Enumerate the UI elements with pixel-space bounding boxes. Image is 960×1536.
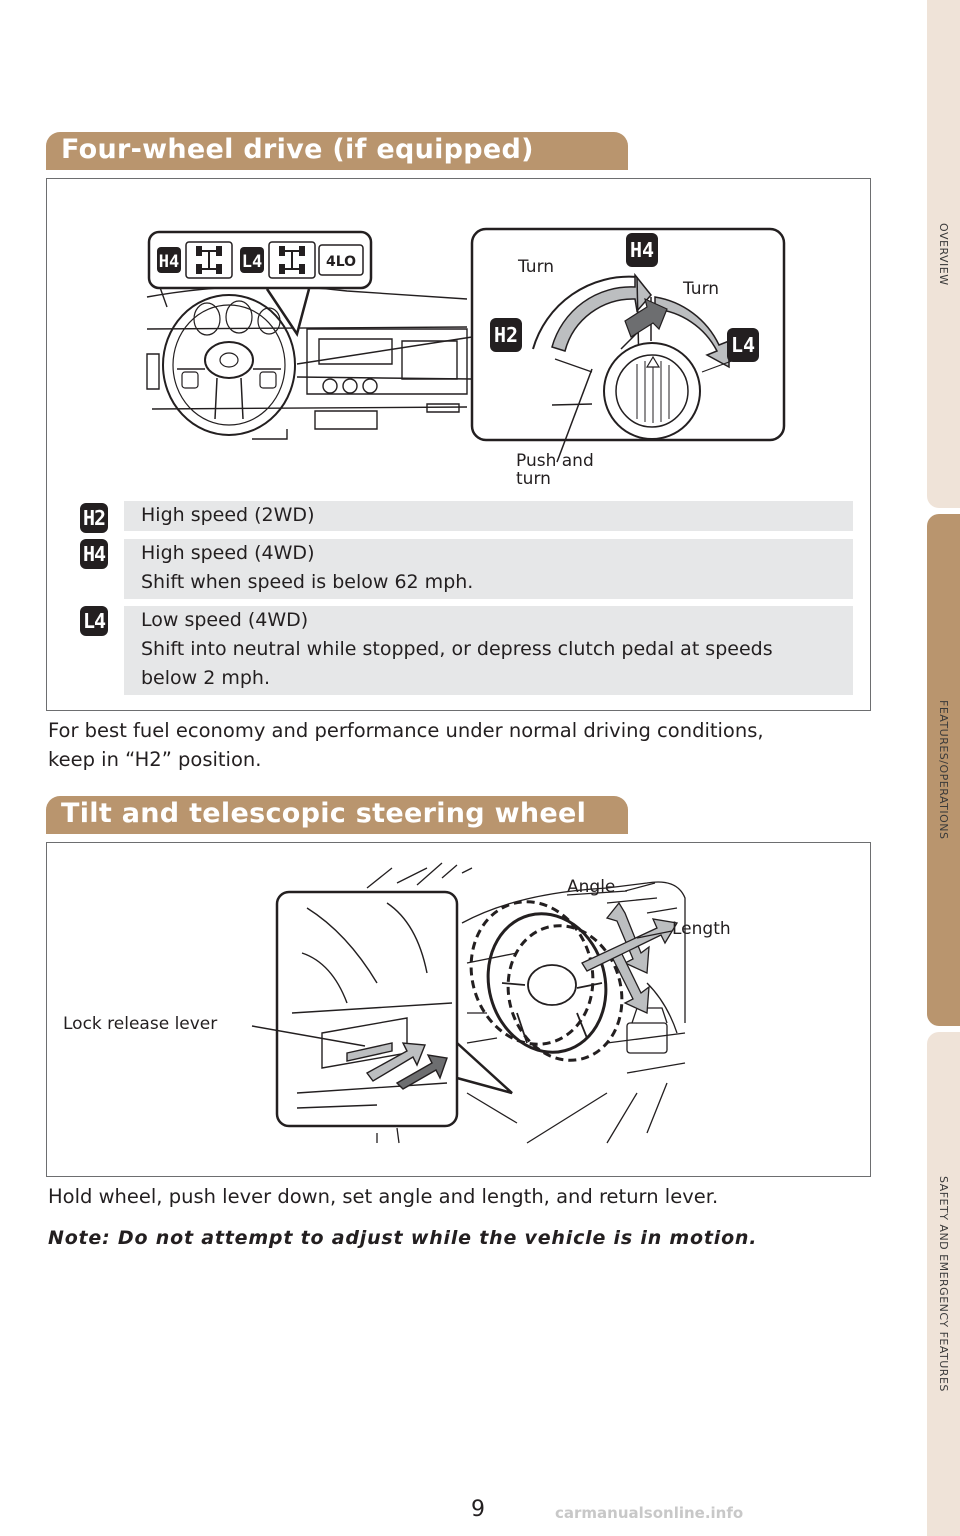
push-label-line2: turn (516, 469, 551, 489)
section-header-four-wheel-drive (46, 132, 628, 170)
steering-wheel (163, 295, 295, 435)
length-label: Length (672, 919, 731, 939)
dial-badge-h2: H2 (493, 323, 519, 347)
lock-release-lever-label: Lock release lever (63, 1014, 218, 1034)
watermark: carmanualsonline.info (555, 1504, 744, 1522)
section-title: Four-wheel drive (if equipped) (61, 134, 534, 165)
page-number: 9 (471, 1497, 485, 1522)
fuel-economy-tip-line1: For best fuel economy and performance under normal driving conditions, (48, 719, 764, 742)
tilt-steering-illustration (47, 843, 870, 1176)
mode-h4-line1: High speed (4WD) (141, 542, 315, 564)
dial-badge-h4: H4 (629, 238, 655, 262)
mode-badge-l4: L4 (80, 606, 108, 636)
push-label-line1: Push and (516, 451, 594, 471)
tab-overview-label: OVERVIEW (937, 222, 950, 286)
tilt-instruction: Hold wheel, push lever down, set angle and length, and return lever. (48, 1185, 719, 1208)
switch-badge-l4: L4 (241, 252, 263, 272)
tab-safety-emergency-label: SAFETY AND EMERGENCY FEATURES (937, 1176, 950, 1392)
mode-l4-line3: below 2 mph. (141, 667, 271, 689)
tilt-steering-panel (46, 842, 871, 1177)
mode-l4-line1: Low speed (4WD) (141, 609, 309, 631)
mode-h4-line2: Shift when speed is below 62 mph. (141, 571, 474, 593)
dashboard-outline (143, 287, 467, 441)
switch-indicators (157, 242, 363, 278)
section-title: Tilt and telescopic steering wheel (61, 798, 587, 829)
dial-badge-l4: L4 (730, 333, 756, 357)
section-header-tilt-steering (46, 796, 628, 834)
tab-features-operations-label: FEATURES/OPERATIONS (937, 700, 950, 840)
turn-label-right: Turn (683, 279, 720, 299)
mode-badge-h4: H4 (80, 539, 108, 569)
mode-badge-h2: H2 (80, 503, 108, 533)
turn-label-left: Turn (518, 257, 555, 277)
mode-h2-line1: High speed (2WD) (141, 504, 315, 526)
switch-badge-h4: H4 (158, 252, 180, 272)
fuel-economy-tip-line2: keep in “H2” position. (48, 748, 262, 771)
mode-l4-line2: Shift into neutral while stopped, or depress clutch pedal at speeds (141, 638, 773, 660)
switch-label-4lo: 4LO (325, 254, 357, 270)
angle-label: Angle (567, 877, 616, 897)
tilt-note: Note: Do not attempt to adjust while the vehicle is in motion. (48, 1227, 758, 1249)
